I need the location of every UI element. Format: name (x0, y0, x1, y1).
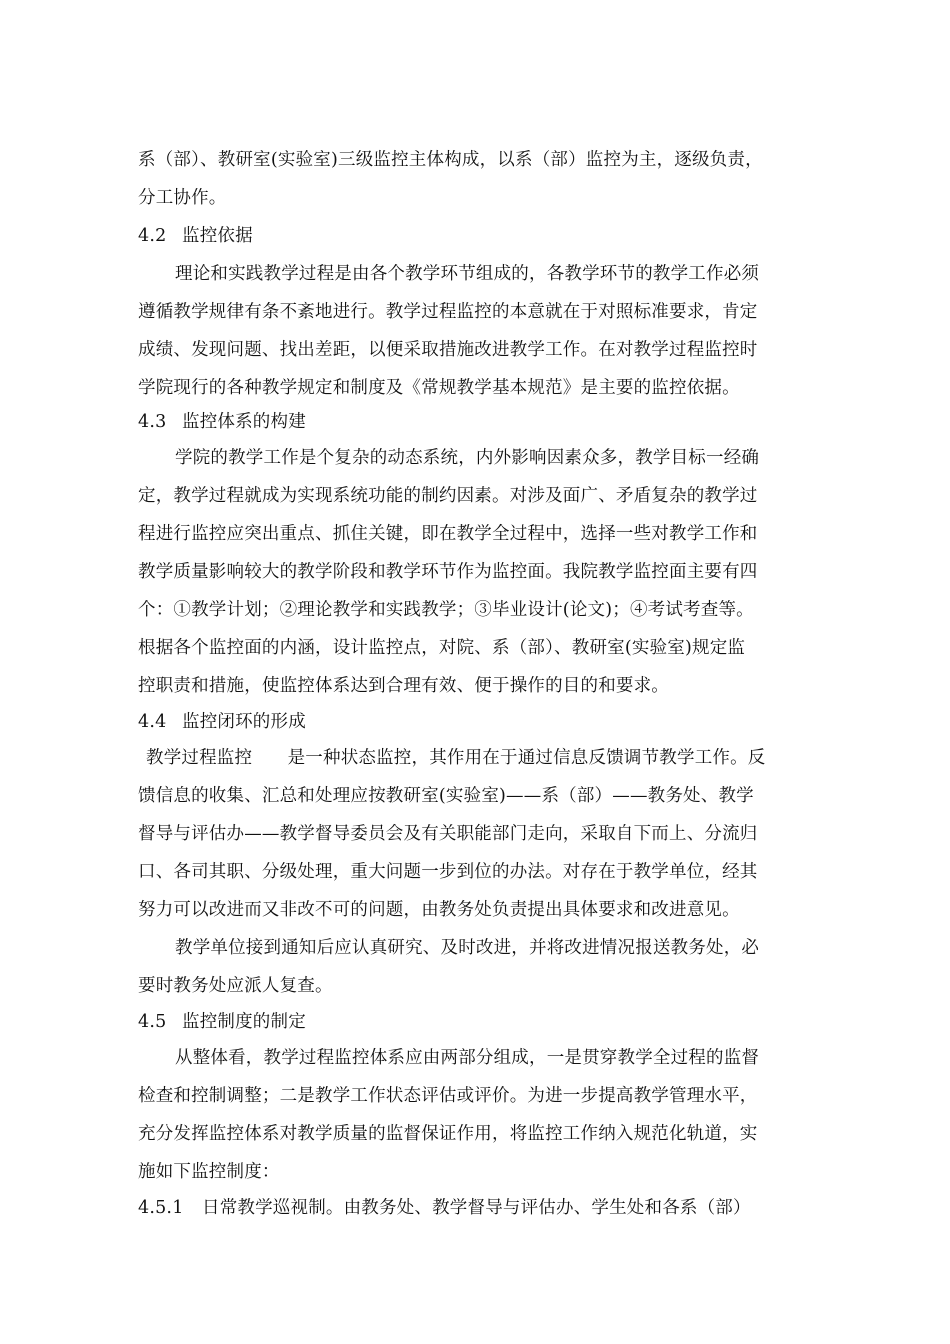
section-heading-4-5 (138, 1010, 306, 1034)
section-number: 4.4 (138, 712, 167, 732)
section-heading-4-5-1 (138, 1196, 751, 1220)
text-line: 遵循教学规律有条不紊地进行。教学过程监控的本意就在于对照标准要求，肯定 (138, 302, 758, 322)
text-line: 从整体看，教学过程监控体系应由两部分组成，一是贯穿教学全过程的监督 (175, 1048, 760, 1068)
section-number: 4.2 (138, 226, 167, 246)
text-line: 馈信息的收集、汇总和处理应按教研室(实验室)——系（部）——教务处、教学 (138, 786, 754, 806)
text-line: 施如下监控制度： (138, 1162, 280, 1182)
section-title: 监控闭环的形成 (182, 712, 306, 732)
text-line: 定，教学过程就成为实现系统功能的制约因素。对涉及面广、矛盾复杂的教学过 (138, 486, 758, 506)
text-line: 教学过程监控 是一种状态监控，其作用在于通过信息反馈调节教学工作。反 (146, 748, 766, 768)
text-line: 充分发挥监控体系对教学质量的监督保证作用，将监控工作纳入规范化轨道，实 (138, 1124, 758, 1144)
text-line: 检查和控制调整；二是教学工作状态评估或评价。为进一步提高教学管理水平， (138, 1086, 758, 1106)
section-number: 4.5.1 (138, 1198, 184, 1218)
text-line: 努力可以改进而又非改不可的问题，由教务处负责提出具体要求和改进意见。 (138, 900, 740, 920)
text-line: 理论和实践教学过程是由各个教学环节组成的，各教学环节的教学工作必须 (175, 264, 760, 284)
section-number: 4.5 (138, 1012, 167, 1032)
text-line: 个：①教学计划；②理论教学和实践教学；③毕业设计(论文)；④考试考查等。 (138, 600, 754, 620)
section-heading-4-3 (138, 410, 306, 434)
section-title: 监控制度的制定 (182, 1012, 306, 1032)
section-number: 4.3 (138, 412, 167, 432)
text-line: 要时教务处应派人复查。 (138, 976, 333, 996)
text-line: 根据各个监控面的内涵，设计监控点，对院、系（部）、教研室(实验室)规定监 (138, 638, 746, 658)
text-line: 程进行监控应突出重点、抓住关键，即在教学全过程中，选择一些对教学工作和 (138, 524, 758, 544)
text-line: 分工协作。 (138, 188, 227, 208)
text-line: 控职责和措施，使监控体系达到合理有效、便于操作的目的和要求。 (138, 676, 669, 696)
text-line: 教学质量影响较大的教学阶段和教学环节作为监控面。我院教学监控面主要有四 (138, 562, 758, 582)
text-line: 口、各司其职、分级处理，重大问题一步到位的办法。对存在于教学单位，经其 (138, 862, 758, 882)
text-line: 学院现行的各种教学规定和制度及《常规教学基本规范》是主要的监控依据。 (138, 378, 740, 398)
text-line: 系（部）、教研室(实验室)三级监控主体构成，以系（部）监控为主，逐级负责， (138, 150, 763, 170)
text-line: 学院的教学工作是个复杂的动态系统，内外影响因素众多，教学目标一经确 (175, 448, 760, 468)
text-line: 教学单位接到通知后应认真研究、及时改进，并将改进情况报送教务处，必 (175, 938, 760, 958)
section-heading-4-4 (138, 710, 306, 734)
text-line: 督导与评估办——教学督导委员会及有关职能部门走向，采取自下而上、分流归 (138, 824, 758, 844)
section-title: 监控依据 (182, 226, 253, 246)
text-line: 成绩、发现问题、找出差距，以便采取措施改进教学工作。在对教学过程监控时 (138, 340, 758, 360)
section-heading-4-2 (138, 224, 253, 248)
section-title: 监控体系的构建 (182, 412, 306, 432)
section-title: 日常教学巡视制。由教务处、教学督导与评估办、学生处和各系（部） (202, 1198, 751, 1218)
